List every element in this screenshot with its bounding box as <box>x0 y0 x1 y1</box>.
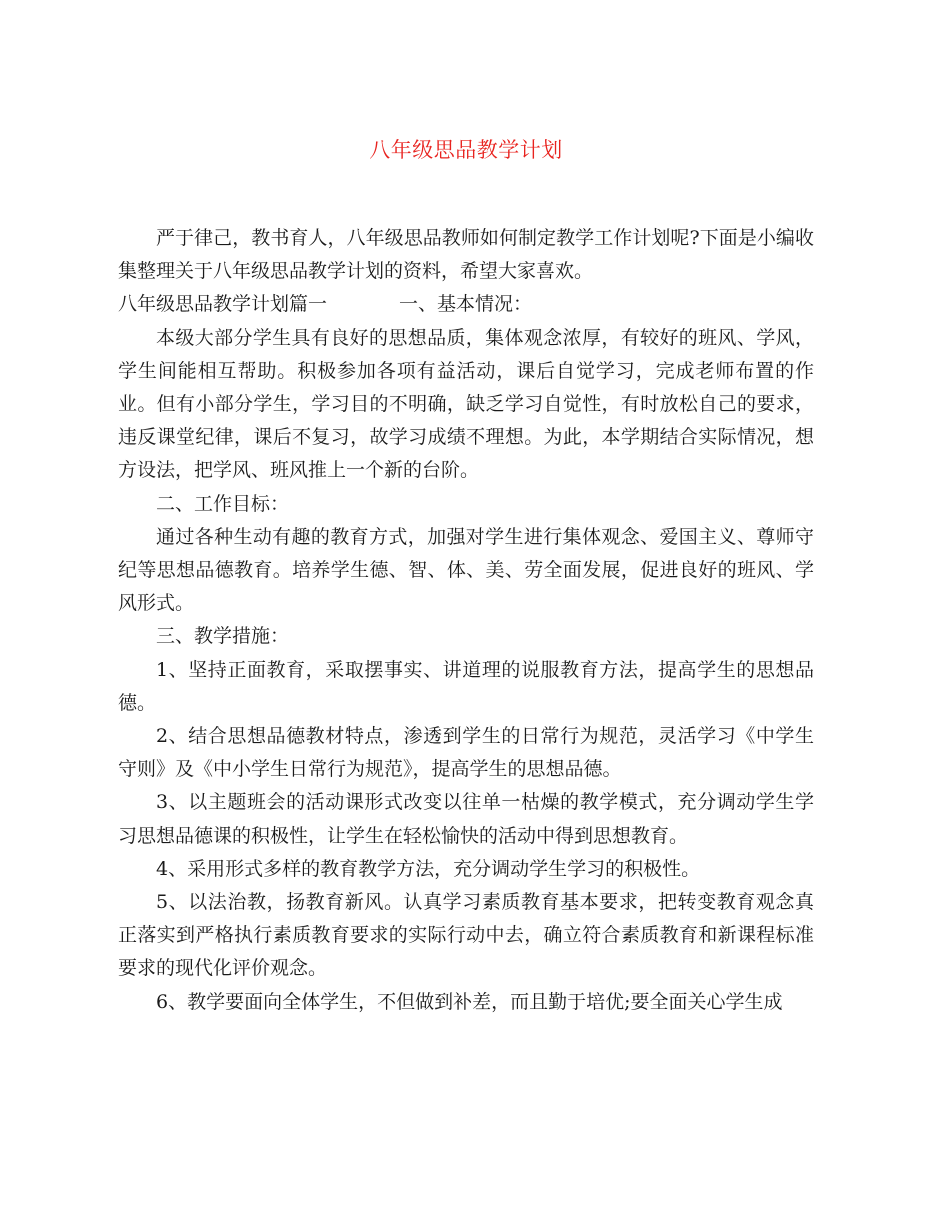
work-goals-paragraph: 通过各种生动有趣的教育方式，加强对学生进行集体观念、爱国主义、尊师守纪等思想品德教育。培养学生德、智、体、美、劳全面发展，促进良好的班风、学风形式。 <box>118 525 814 615</box>
measure-item-2: 2、结合思想品德教材特点，渗透到学生的日常行为规范，灵活学习《中学生守则》及《中小学生日常行为规范》，提高学生的思想品德。 <box>118 725 814 781</box>
measure-item-6: 6、教学要面向全体学生，不但做到补差，而且勤于培优;要全面关心学生成 <box>156 990 783 1013</box>
basic-situation-heading: 一、基本情况： <box>399 293 533 316</box>
measure-item-1: 1、坚持正面教育，采取摆事实、讲道理的说服教育方法，提高学生的思想品德。 <box>118 658 814 714</box>
measure-item-3: 3、以主题班会的活动课形式改变以往单一枯燥的教学模式，充分调动学生学习思想品德课的积极性，让学生在轻松愉快的活动中得到思想教育。 <box>118 791 814 847</box>
document-body <box>118 222 814 1019</box>
plan-part-label: 八年级思品教学计划篇一 <box>118 293 328 316</box>
measure-item-5: 5、以法治教，扬教育新风。认真学习素质教育基本要求，把转变教育观念真正落实到严格执行素质教育要求的实际行动中去，确立符合素质教育和新课程标准要求的现代化评价观念。 <box>118 891 814 980</box>
basic-situation-paragraph: 本级大部分学生具有良好的思想品质，集体观念浓厚，有较好的班风、学风，学生间能相互帮助。积极参加各项有益活动，课后自觉学习，完成老师布置的作业。但有小部分学生，学习目的不明确，缺乏学习自觉性，有时放松自己的要求，违反课堂纪律，课后不复习，故学习成绩不理想。为此，本学期结合实际情况，想方设法，把学风、班风推上一个新的台阶。 <box>118 326 814 482</box>
intro-paragraph: 严于律己，教书育人，八年级思品教师如何制定教学工作计划呢?下面是小编收集整理关于八年级思品教学计划的资料，希望大家喜欢。 <box>118 227 814 283</box>
work-goals-heading: 二、工作目标： <box>156 492 290 515</box>
section-heading-line <box>118 288 814 321</box>
document-title: 八年级思品教学计划 <box>369 138 563 162</box>
teaching-measures-heading: 三、教学措施： <box>156 625 290 648</box>
measure-item-4: 4、采用形式多样的教育教学方法，充分调动学生学习的积极性。 <box>156 857 701 880</box>
